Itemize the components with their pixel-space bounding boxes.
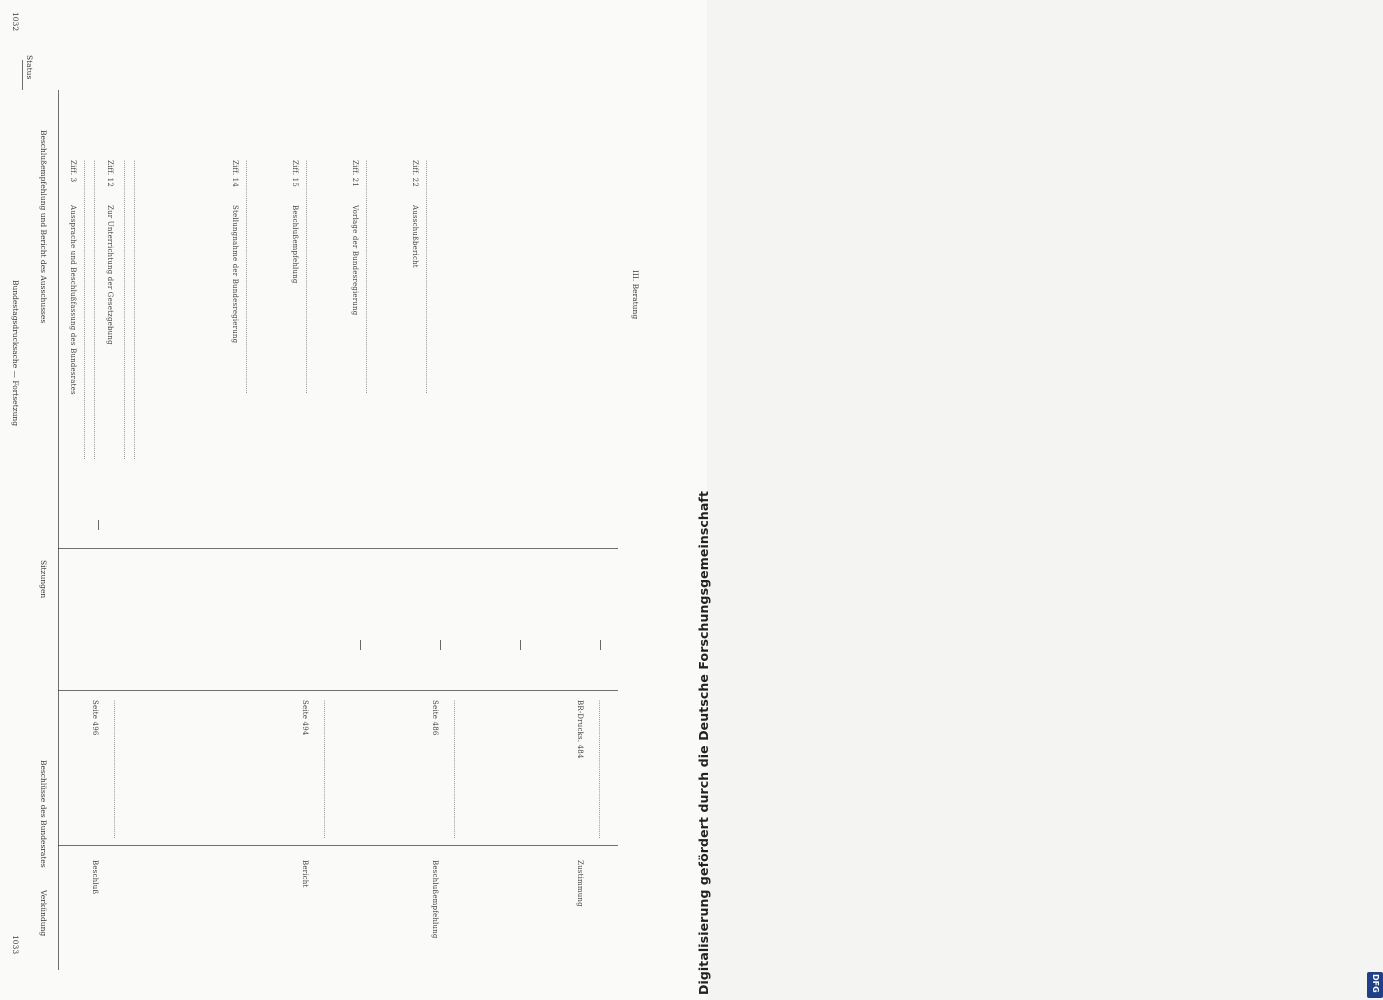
rule <box>58 690 618 691</box>
header-col-sessions: Sitzungen <box>39 560 48 599</box>
council-text: Beschlußempfehlung <box>431 860 439 939</box>
council-ref: BR-Drucks. 484 <box>576 700 584 759</box>
council-ref: Seite 496 <box>91 700 99 736</box>
section-heading: III. Beratung <box>631 270 640 320</box>
header-col-decision: Beschlußempfehlung und Bericht des Ausschusses <box>39 130 48 324</box>
header-col-proclamation: Verkündung <box>39 890 48 937</box>
dash <box>600 640 601 650</box>
dash <box>98 520 99 530</box>
header-col-status: Status <box>25 55 34 80</box>
entry-ref: Ziff. 21 <box>351 160 359 187</box>
entry-ref: Ziff. 22 <box>411 160 419 187</box>
entry-ref: Ziff. 15 <box>291 160 299 187</box>
dfg-logo-icon: DFG <box>1367 972 1383 998</box>
rule <box>58 548 618 549</box>
entry-text: Ausschußbericht <box>411 205 419 268</box>
scanned-page: 1032 1033 Status Beschlußempfehlung und Bericht des Ausschusses Sitzungen Beschlüsse des Bundesrates Verkündung Bundestagsdrucksache — Fortsetzung Ziff. 3 Aussprache und Beschlußfassung des Bundesrates Ziff. 12 Zur Unterrichtung der Gesetzgebung Ziff. 14 Stellungnahme der Bundesregierung Ziff. 15 Beschlußempfehlung Ziff. 21 Vorlage der Bundesregierung Ziff. 22 Ausschußbericht ................................................................................................................................................. ................................................................................................................................................. ................................................................................................................................................. ................................................................................................................................................. ................................................................................................................. ................................................................................................................. ................................................................................................................. ................................................................................................................. III. Beratung BR-Drucks. 484 Zustimmung Seite 486 Beschlußempfehlung Seite 494 Bericht Seite 496 Beschluß ................................................................... ................................................................... ................................................................... ................................................................... <box>0 0 707 1000</box>
entry-ref: Ziff. 14 <box>231 160 239 187</box>
entry-text: Aussprache und Beschlußfassung des Bundesrates <box>69 205 77 395</box>
council-text: Zustimmung <box>576 860 584 907</box>
entry-ref: Ziff. 12 <box>106 160 114 187</box>
funding-note: Digitalisierung gefördert durch die Deutsche Forschungsgemeinschaft <box>696 490 711 995</box>
dash <box>360 640 361 650</box>
rule <box>22 60 23 90</box>
page-number-left: 1032 <box>11 12 20 32</box>
council-text: Bericht <box>301 860 309 888</box>
page-title: Bundestagsdrucksache — Fortsetzung <box>11 280 20 427</box>
council-ref: Seite 486 <box>431 700 439 736</box>
council-text: Beschluß <box>91 860 99 895</box>
entry-text: Beschlußempfehlung <box>291 205 299 284</box>
entry-ref: Ziff. 3 <box>69 160 77 183</box>
rule <box>58 845 618 846</box>
rule <box>58 90 59 970</box>
entry-text: Stellungnahme der Bundesregierung <box>231 205 239 344</box>
entry-text: Vorlage der Bundesregierung <box>351 205 359 316</box>
entry-text: Zur Unterrichtung der Gesetzgebung <box>106 205 114 345</box>
council-ref: Seite 494 <box>301 700 309 736</box>
dash <box>440 640 441 650</box>
dash <box>520 640 521 650</box>
header-col-council: Beschlüsse des Bundesrates <box>39 760 48 868</box>
page-number-right: 1033 <box>11 935 20 955</box>
